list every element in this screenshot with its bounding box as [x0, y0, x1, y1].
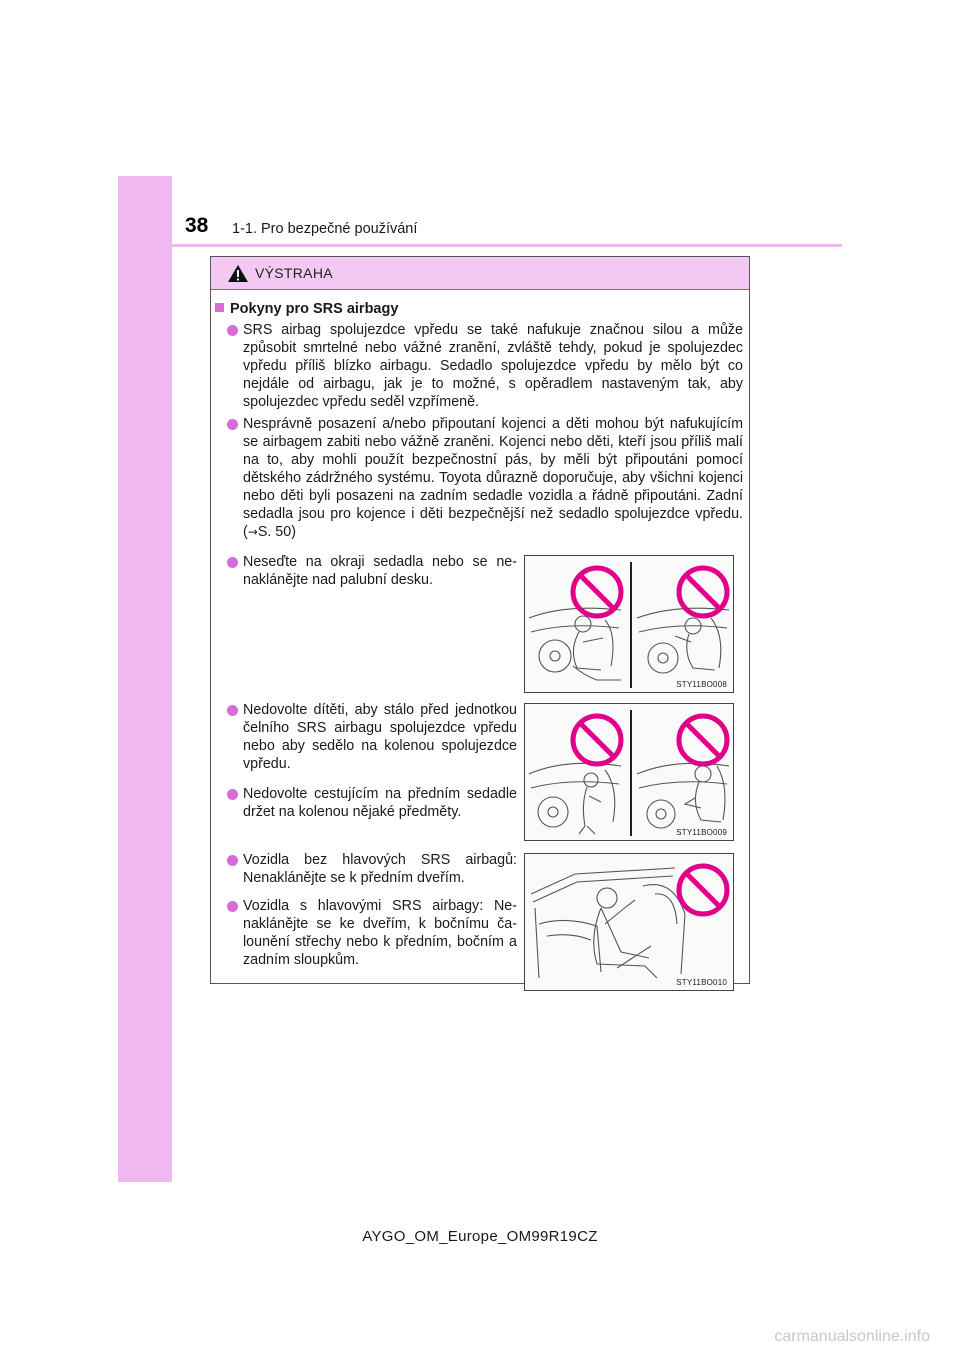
- warning-item: Nesprávně posazení a/nebo připoutaní kojenci a děti mohou být nafukujícím se airbagem zabiti nebo vážně zraněni. Kojenci nebo děti, kteří jsou příliš malí na to, aby mohli použít bezpečnostní pás, by měli být připoutáni pomocí dětského zádržného systému. Toyota důrazně doporučuje, aby všichni kojenci nebo děti byli posazeni na zadním sedadle vozidla a řádně připoutáni. Zadní sedadla jsou pro kojence i děti bezpečnější než sedadlo spolujezdce vpředu. (→S. 50): [243, 415, 743, 541]
- bullet-icon: [227, 419, 238, 430]
- bullet-icon: [227, 325, 238, 336]
- leaning-illustration-drawing: [525, 556, 733, 692]
- bullet-icon: [227, 705, 238, 716]
- warning-header: [211, 257, 749, 290]
- header-rule: [172, 244, 842, 247]
- figure-code: STY11BO009: [676, 828, 727, 837]
- warning-heading: Pokyny pro SRS airbagy: [215, 301, 398, 317]
- section-title: 1-1. Pro bezpečné používání: [232, 221, 418, 237]
- figure-code: STY11BO010: [676, 978, 727, 987]
- bullet-icon: [227, 789, 238, 800]
- warning-item: Nedovolte cestujícím na předním sedadle držet na kolenou nějaké předměty.: [243, 785, 517, 821]
- warning-item: Nedovolte dítěti, aby stálo před jednotkou čelního SRS airbagu spolujezdce vpředu nebo aby sedělo na kolenou spolujezdce vpředu.: [243, 701, 517, 773]
- watermark: carmanualsonline.info: [774, 1328, 930, 1345]
- bullet-icon: [227, 901, 238, 912]
- child-illustration-drawing: [525, 704, 733, 840]
- side-tab-band: [118, 176, 172, 1182]
- illustration-leaning-to-door: [524, 853, 734, 991]
- warning-label: VÝSTRAHA: [255, 265, 333, 281]
- illustration-leaning-forward: [524, 555, 734, 693]
- warning-triangle-icon: [227, 264, 249, 283]
- figure-code: STY11BO008: [676, 680, 727, 689]
- warning-item: Vozidla s hlavovými SRS airbagy: Nenaklánějte se ke dveřím, k bočnímu čalounění střechy nebo k předním, bočním a zadním sloupkům.: [243, 897, 517, 969]
- warning-box: [210, 256, 750, 987]
- door-illustration-drawing: [525, 854, 733, 990]
- square-bullet-icon: [215, 303, 224, 312]
- warning-item: Vozidla bez hlavových SRS airbagů: Nenaklánějte se k předním dveřím.: [243, 851, 517, 887]
- illustration-child-in-front: [524, 703, 734, 841]
- warning-item: SRS airbag spolujezdce vpředu se také nafukuje značnou silou a může způsobit smrtelné nebo vážné zranění, zvláště tehdy, pokud je spolujezdec vpředu příliš blízko airbagu. Sedadlo spolujezdce vpředu by mělo být co nejdále od airbagu, jak je to možné, s opěradlem nastaveným tak, aby spolujezdec vpředu seděl vzpřímeně.: [243, 321, 743, 411]
- arrow-icon: →: [247, 525, 258, 539]
- bullet-icon: [227, 855, 238, 866]
- document-code: AYGO_OM_Europe_OM99R19CZ: [362, 1228, 598, 1245]
- warning-item: Neseďte na okraji sedadla nebo se nenaklánějte nad palubní desku.: [243, 553, 517, 589]
- bullet-icon: [227, 557, 238, 568]
- page-reference: S. 50): [257, 524, 296, 540]
- page-number: 38: [185, 214, 209, 237]
